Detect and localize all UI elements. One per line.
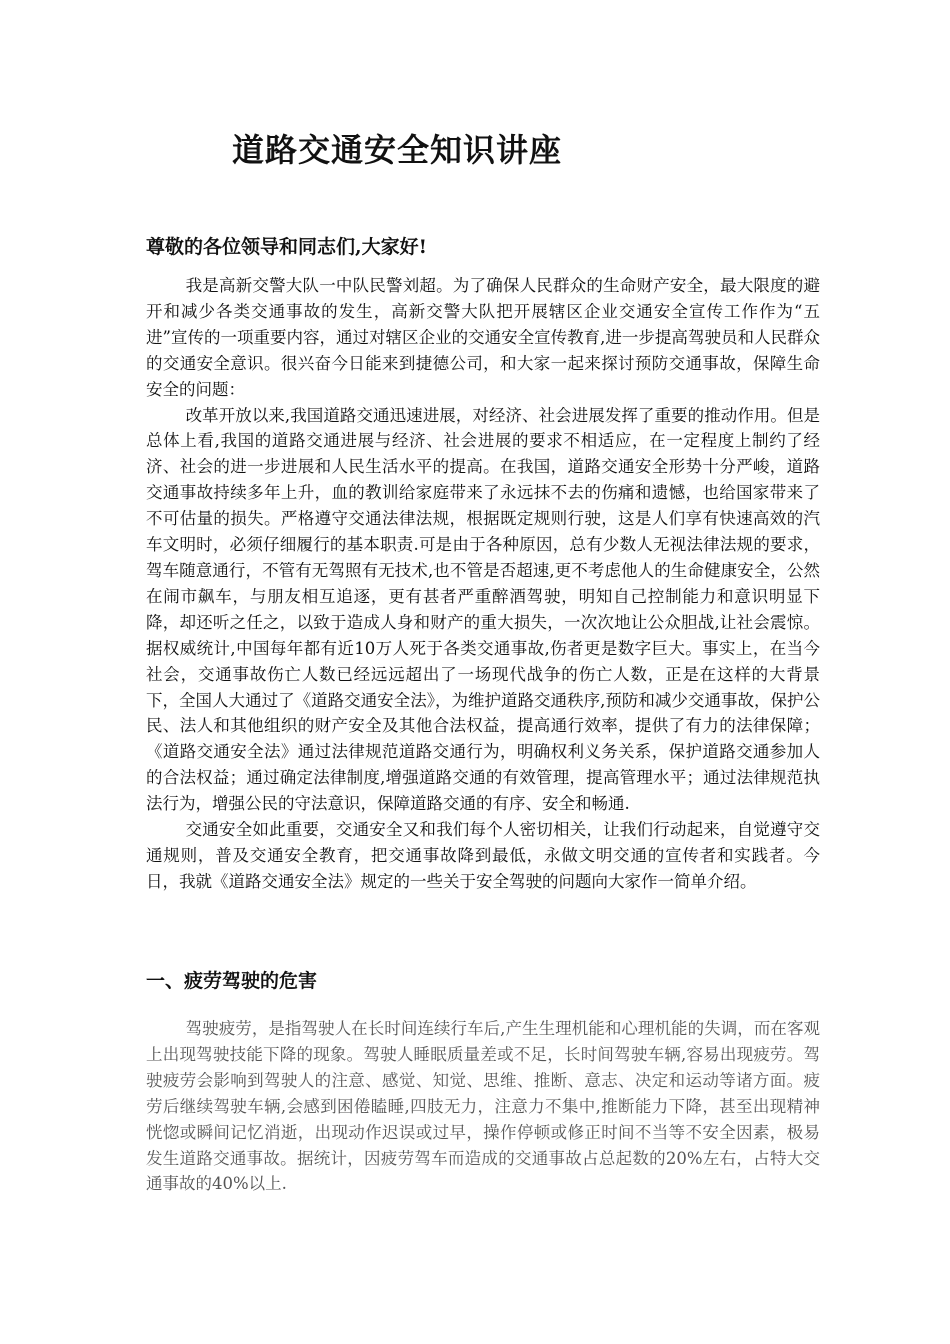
paragraph-background: 改革开放以来,我国道路交通迅速进展，对经济、社会进展发挥了重要的推动作用。但是总体上看,我国的道路交通进展与经济、社会进展的要求不相适应，在一定程度上制约了经济、社会的进一步进展和人民生活水平的提高。在我国，道路交通安全形势十分严峻，道路交通事故持续多年上升，血的教训给家庭带来了永远抹不去的伤痛和遗憾，也给国家带来了不可估量的损失。严格遵守交通法律法规，根据既定规则行驶，这是人们享有快速高效的汽车文明时，必须仔细履行的基本职责.可是由于各种原因，总有少数人无视法律法规的要求，驾车随意通行，不管有无驾照有无技术,也不管是否超速,更不考虑他人的生命健康安全，公然在闹市飙车，与朋友相互追逐，更有甚者严重醉酒驾驶，明知自己控制能力和意识明显下降，却还听之任之，以致于造成人身和财产的重大损失，一次次地让公众胆战,让社会震惊。据权威统计,中国每年都有近10万人死于各类交通事故,伤者更是数字巨大。事实上，在当今社会，交通事故伤亡人数已经远远超出了一场现代战争的伤亡人数，正是在这样的大背景下，全国人大通过了《道路交通安全法》，为维护道路交通秩序,预防和减少交通事故，保护公民、法人和其他组织的财产安全及其他合法权益，提高通行效率，提供了有力的法律保障；《道路交通安全法》通过法律规范道路交通行为，明确权利义务关系，保护道路交通参加人的合法权益；通过确定法律制度,增强道路交通的有效管理，提高管理水平；通过法律规范执法行为，增强公民的守法意识，保障道路交通的有序、安全和畅通. — [146, 405, 820, 814]
paragraph-call-to-action: 交通安全如此重要，交通安全又和我们每个人密切相关，让我们行动起来，自觉遵守交通规则，普及交通安全教育，把交通事故降到最低，永做文明交通的宣传者和实践者。今日，我就《道路交通安全法》规定的一些关于安全驾驶的问题向大家作一简单介绍。 — [146, 820, 820, 891]
intro-body — [146, 273, 820, 895]
section-heading-fatigue: 一、疲劳驾驶的危害 — [146, 970, 318, 992]
paragraph-fatigue: 驾驶疲劳，是指驾驶人在长时间连续行车后,产生生理机能和心理机能的失调，而在客观上出现驾驶技能下降的现象。驾驶人睡眠质量差或不足，长时间驾驶车辆,容易出现疲劳。驾驶疲劳会影响到驾驶人的注意、感觉、知觉、思维、推断、意志、决定和运动等诸方面。疲劳后继续驾驶车辆,会感到困倦瞌睡,四肢无力，注意力不集中,推断能力下降，甚至出现精神恍惚或瞬间记忆消逝，出现动作迟误或过早，操作停顿或修正时间不当等不安全因素，极易发生道路交通事故。据统计，因疲劳驾车而造成的交通事故占总起数的20%左右，占特大交通事故的40%以上. — [146, 1019, 820, 1194]
paragraph-intro: 我是高新交警大队一中队民警刘超。为了确保人民群众的生命财产安全，最大限度的避开和减少各类交通事故的发生，高新交警大队把开展辖区企业交通安全宣传工作作为“五进”宣传的一项重要内容，通过对辖区企业的交通安全宣传教育,进一步提高驾驶员和人民群众的交通安全意识。很兴奋今日能来到捷德公司，和大家一起来探讨预防交通事故，保障生命安全的问题： — [146, 276, 820, 399]
fatigue-body — [146, 1016, 820, 1197]
salutation: 尊敬的各位领导和同志们,大家好! — [146, 236, 427, 258]
document-title: 道路交通安全知识讲座 — [232, 131, 563, 169]
